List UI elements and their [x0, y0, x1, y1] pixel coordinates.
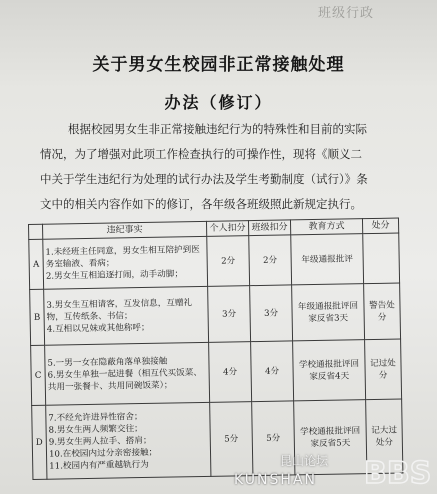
violation-item: 2.男女生互相追逐打闹，动手动脚； — [45, 268, 184, 282]
paragraph-line-4: 文中的相关内容作如下的修订，各年级各班级照此新规定执行。 — [40, 197, 362, 211]
header-violation: 违纪事实 — [43, 221, 207, 239]
violation-table — [28, 218, 403, 480]
violation-item: 3.男女生互相请客，互发信息，互赠礼物，互传纸条、书信； — [46, 297, 193, 323]
education-method: 年级通报批评回家反省3天 — [292, 284, 365, 341]
class-points: 2分 — [249, 235, 292, 286]
violation-item: 1.未经班主任同意，男女生相互陪护到医务室输液、看病； — [45, 244, 200, 270]
violation-cell — [45, 342, 210, 405]
personal-points: 2分 — [207, 236, 250, 287]
header-personal-points: 个人扣分 — [206, 221, 248, 237]
personal-points: 4分 — [209, 342, 252, 403]
violation-item: 5.一男一女在隐蔽角落单独接触 — [47, 356, 168, 369]
paragraph-line-2: 情况，为了增强对此项工作检查执行的可操作性，现将《顺义二 — [40, 147, 362, 161]
header-class-points: 班级扣分 — [248, 220, 290, 236]
violation-cell — [46, 402, 211, 479]
group-label: B — [30, 289, 45, 345]
header-penalty: 处分 — [362, 218, 398, 234]
paragraph-line-1: 根据校园男女生非正常接触违纪行为的特殊性和目前的实际 — [68, 122, 367, 136]
group-label: D — [32, 405, 47, 479]
violation-item: 6.男女生单独一起进餐（相互代买饭菜、共用一张餐卡、共用同碗饭菜）； — [47, 367, 203, 393]
group-label: C — [31, 345, 46, 405]
penalty: 记大过处分 — [366, 399, 403, 474]
watermark-en-text: KUNSHAN — [234, 472, 317, 488]
violation-item: 9.男女生两人拉手、搭肩； — [48, 435, 152, 448]
header-group-cell — [29, 224, 43, 239]
education-method: 学校通报批评回家反省5天 — [294, 400, 367, 475]
violation-cell — [44, 286, 209, 345]
violation-item: 11.校园内有严重越轨行为 — [49, 459, 149, 472]
education-method: 学校通报批评回家反省4天 — [293, 340, 366, 401]
site-watermark — [232, 452, 437, 494]
violation-cell — [43, 236, 208, 289]
watermark-bbs-text: BBS — [364, 456, 432, 491]
table-row — [30, 283, 401, 345]
personal-points: 3分 — [208, 286, 251, 343]
table-row — [31, 339, 402, 405]
class-points: 4分 — [251, 341, 294, 402]
group-label: A — [29, 239, 44, 289]
document-title: 关于男女生校园非正常接触处理 — [92, 55, 345, 75]
class-points: 3分 — [250, 285, 293, 342]
class-points: 5分 — [252, 401, 295, 476]
violation-item: 10.在校园内过分亲密接触； — [48, 447, 158, 460]
violation-item: 8.男女生两人频繁交往； — [48, 423, 143, 436]
watermark-cn-text: 昆山论坛 — [280, 454, 329, 468]
penalty: 记过处分 — [365, 339, 402, 400]
document-subtitle: 办法（修订） — [164, 93, 273, 112]
paragraph-line-3: 中关于学生违纪行为处理的试行办法及学生考勤制度（试行）》条 — [40, 172, 368, 186]
table-row — [29, 233, 400, 289]
violation-item: 7.不经允许进异性宿舍； — [48, 411, 143, 424]
header-bleed-text-right: 班级行政 — [318, 6, 375, 21]
penalty: 警告处分 — [364, 283, 401, 340]
penalty — [363, 233, 400, 284]
personal-points: 5分 — [210, 402, 253, 477]
violation-item: 4.互相以兄妹或其他称呼； — [46, 322, 150, 335]
header-education: 教育方式 — [290, 219, 362, 235]
education-method: 年级通报批评 — [291, 234, 364, 285]
